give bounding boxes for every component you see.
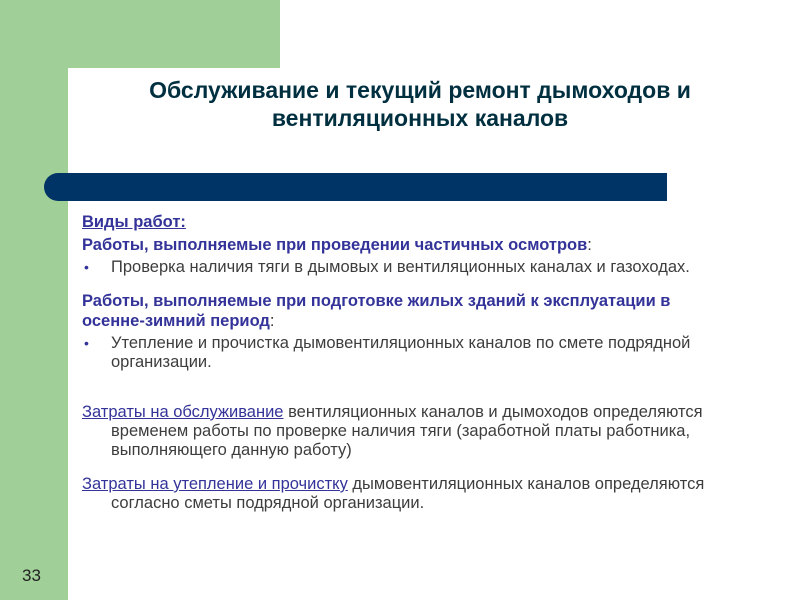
slide-title — [80, 76, 760, 132]
cost-insulation-lead: Затраты на утепление и прочистку — [82, 475, 348, 493]
section1-intro — [82, 235, 722, 255]
cost-insulation-text: дымовентиляционных каналов определяются согласно сметы подрядной организации. — [111, 475, 705, 512]
work-types-heading: Виды работ: — [82, 213, 186, 231]
section1-intro-colon: : — [587, 236, 592, 254]
section1-bullet — [82, 258, 722, 277]
cost-maintenance-paragraph — [82, 403, 722, 460]
slide-number: 33 — [22, 566, 41, 585]
cost-insulation-paragraph — [82, 475, 722, 513]
section2-intro — [82, 291, 722, 331]
section2-intro-colon: : — [269, 312, 275, 330]
slide-body — [82, 212, 722, 513]
cost-maintenance-text: вентиляционных каналов и дымоходов определяются временем работы по проверке наличия тяги (заработной платы работника, выполняющего данную работу) — [111, 403, 703, 459]
section1-bullet-text: Проверка наличия тяги в дымовых и вентиляционных каналах и газоходах. — [111, 258, 690, 276]
section2-bullet-text: Утепление и прочистка дымовентиляционных каналов по смете подрядной организации. — [111, 334, 691, 371]
slide-title-line1: Обслуживание и текущий ремонт дымоходов и — [149, 77, 691, 103]
title-divider-bar — [44, 173, 667, 201]
left-green-band — [0, 0, 68, 600]
bullet-marker: • — [84, 259, 89, 275]
bullet-marker: • — [84, 335, 89, 351]
section1-intro-text: Работы, выполняемые при проведении частичных осмотров — [82, 236, 588, 254]
top-green-band — [68, 0, 280, 68]
section2-bullet — [82, 334, 722, 372]
section2-intro-text: Работы, выполняемые при подготовке жилых зданий к эксплуатации в осенне-зимний период — [82, 292, 671, 330]
cost-maintenance-lead: Затраты на обслуживание — [82, 403, 284, 421]
slide-title-line2: вентиляционных каналов — [271, 105, 569, 131]
